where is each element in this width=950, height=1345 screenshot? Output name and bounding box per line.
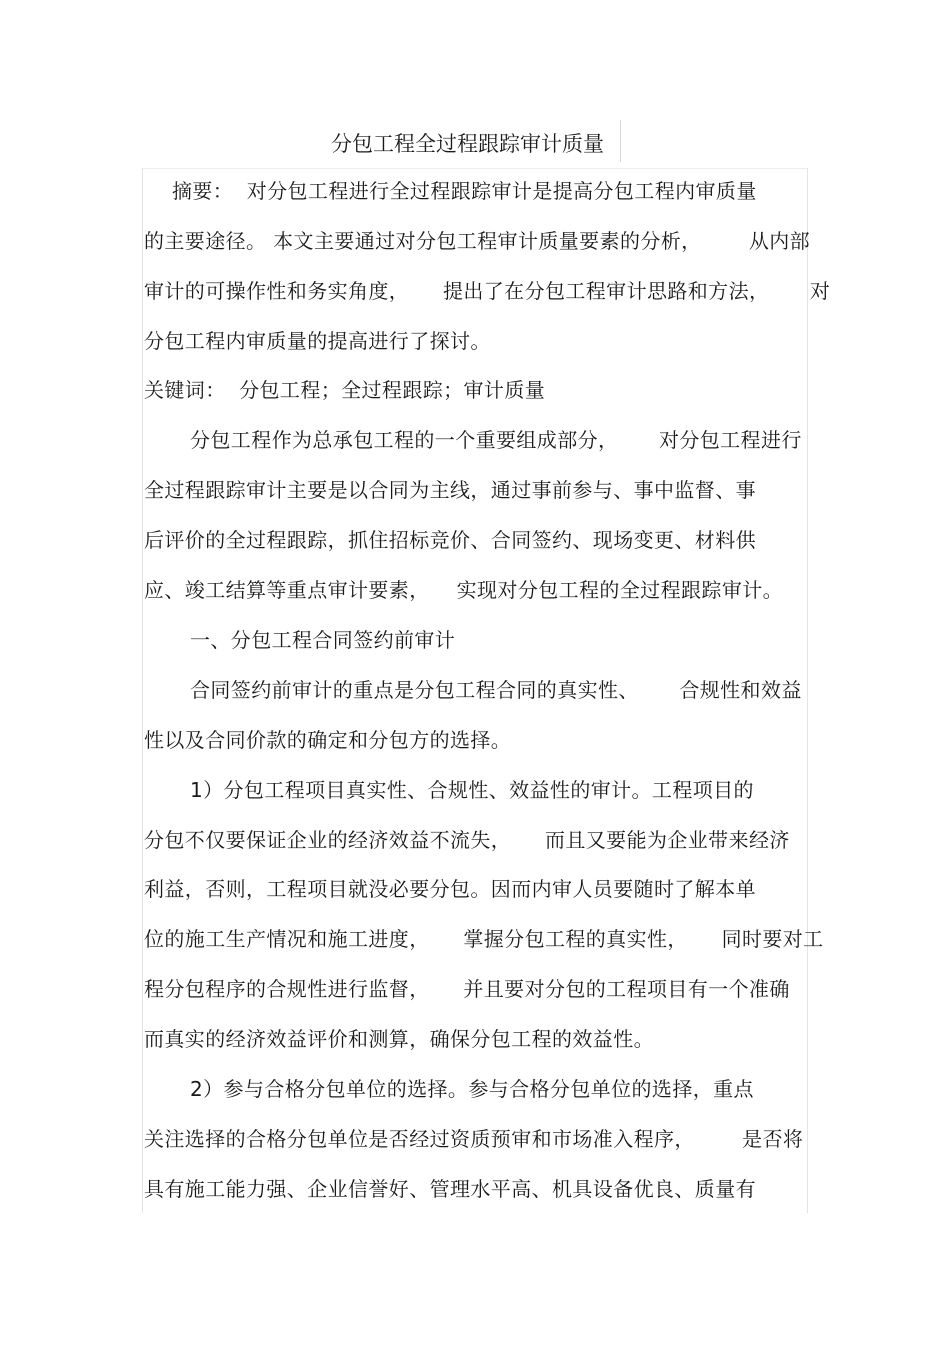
- paragraph-line: 1）分包工程项目真实性、合规性、效益性的审计。工程项目的: [190, 778, 754, 802]
- frame-border-left: [142, 168, 143, 1213]
- frame-border-top: [142, 168, 808, 169]
- paragraph-line: 性以及合同价款的确定和分包方的选择。: [144, 728, 512, 752]
- frame-border-right: [807, 168, 808, 1213]
- abstract-line: 审计的可操作性和务实角度， 提出了在分包工程审计思路和方法， 对: [144, 279, 831, 303]
- paragraph-line: 分包不仅要保证企业的经济效益不流失， 而且又要能为企业带来经济: [144, 828, 790, 852]
- document-title: 分包工程全过程跟踪审计质量: [331, 132, 604, 156]
- abstract-line: 的主要途径。 本文主要通过对分包工程审计质量要素的分析， 从内部: [144, 229, 811, 253]
- paragraph-line: 而真实的经济效益评价和测算，确保分包工程的效益性。: [144, 1027, 654, 1051]
- paragraph-line: 后评价的全过程跟踪，抓住招标竞价、合同签约、现场变更、材料供: [144, 528, 756, 552]
- paragraph-line: 关注选择的合格分包单位是否经过资质预审和市场准入程序， 是否将: [144, 1127, 804, 1151]
- section-heading: 一、分包工程合同签约前审计: [190, 628, 456, 652]
- paragraph-line: 程分包程序的合规性进行监督， 并且要对分包的工程项目有一个准确: [144, 977, 790, 1001]
- paragraph-line: 具有施工能力强、企业信誉好、管理水平高、机具设备优良、质量有: [144, 1177, 756, 1201]
- paragraph-line: 合同签约前审计的重点是分包工程合同的真实性、 合规性和效益: [190, 678, 802, 702]
- paragraph-line: 2）参与合格分包单位的选择。参与合格分包单位的选择，重点: [190, 1077, 754, 1101]
- paragraph-line: 全过程跟踪审计主要是以合同为主线，通过事前参与、事中监督、事: [144, 478, 756, 502]
- abstract-line: 摘要： 对分包工程进行全过程跟踪审计是提高分包工程内审质量: [172, 179, 757, 203]
- paragraph-line: 位的施工生产情况和施工进度， 掌握分包工程的真实性， 同时要对工: [144, 927, 824, 951]
- keywords-line: 关键词： 分包工程；全过程跟踪；审计质量: [144, 378, 546, 402]
- paragraph-line: 应、竣工结算等重点审计要素， 实现对分包工程的全过程跟踪审计。: [144, 578, 784, 602]
- paragraph-line: 利益，否则，工程项目就没必要分包。因而内审人员要随时了解本单: [144, 877, 756, 901]
- paragraph-line: 分包工程作为总承包工程的一个重要组成部分， 对分包工程进行: [190, 428, 802, 452]
- abstract-line: 分包工程内审质量的提高进行了探讨。: [144, 329, 491, 353]
